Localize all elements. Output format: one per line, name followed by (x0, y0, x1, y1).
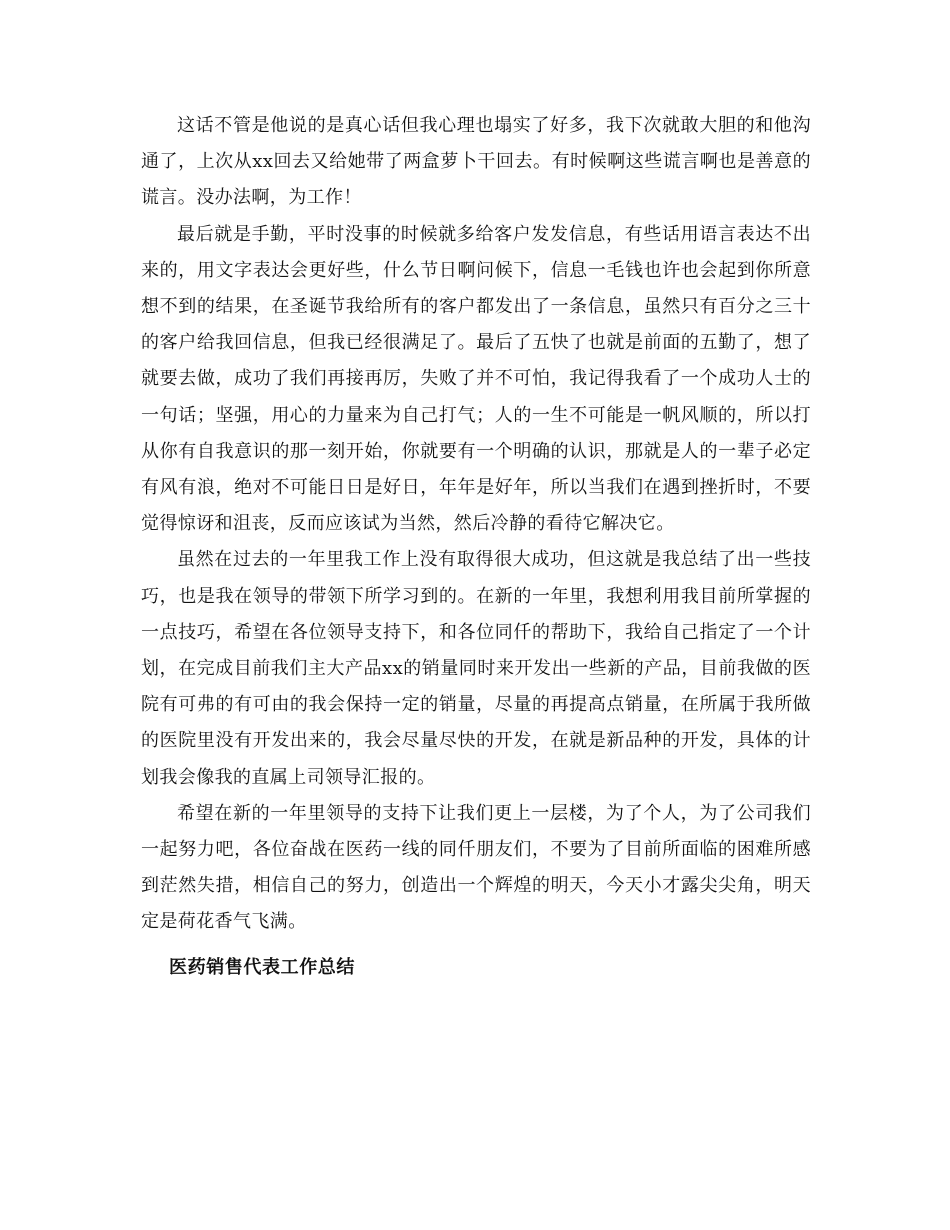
section-heading: 医药销售代表工作总结 (169, 956, 355, 978)
document-body (141, 108, 811, 986)
paragraph-4: 希望在新的一年里领导的支持下让我们更上一层楼，为了个人，为了公司我们一起努力吧，各位奋战在医药一线的同仟朋友们，不要为了目前所面临的困难所感到茫然失措，相信自己的努力，创造出一个辉煌的明天，今天小才露尖尖角，明天定是荷花香气飞满。 (141, 802, 811, 933)
paragraph-2: 最后就是手勤，平时没事的时候就多给客户发发信息，有些话用语言表达不出来的，用文字表达会更好些，什么节日啊问候下，信息一毛钱也许也会起到你所意想不到的结果，在圣诞节我给所有的客户都发出了一条信息，虽然只有百分之三十的客户给我回信息，但我已经很满足了。最后了五快了也就是前面的五勤了，想了就要去做，成功了我们再接再厉，失败了并不可怕，我记得我看了一个成功人士的一句话；坚强，用心的力量来为自己打气；人的一生不可能是一帆风顺的，所以打从你有自我意识的那一刻开始，你就要有一个明确的认识，那就是人的一辈子必定有风有浪，绝对不可能日日是好日，年年是好年，所以当我们在遇到挫折时，不要觉得惊讶和沮丧，反而应该试为当然，然后冷静的看待它解决它。 (141, 223, 811, 535)
paragraph-1: 这话不管是他说的是真心话但我心理也塌实了好多，我下次就敢大胆的和他沟通了，上次从xx回去又给她带了两盒萝卜干回去。有时候啊这些谎言啊也是善意的谎言。没办法啊，为工作！ (141, 115, 811, 209)
paragraph-3: 虽然在过去的一年里我工作上没有取得很大成功，但这就是我总结了出一些技巧，也是我在领导的带领下所学习到的。在新的一年里，我想利用我目前所掌握的一点技巧，希望在各位领导支持下，和各位同仟的帮助下，我给自己指定了一个计划，在完成目前我们主大产品xx的销量同时来开发出一些新的产品，目前我做的医院有可弗的有可由的我会保持一定的销量，尽量的再提高点销量，在所属于我所做的医院里没有开发出来的，我会尽量尽快的开发，在就是新品种的开发，具体的计划我会像我的直属上司领导汇报的。 (141, 549, 811, 788)
